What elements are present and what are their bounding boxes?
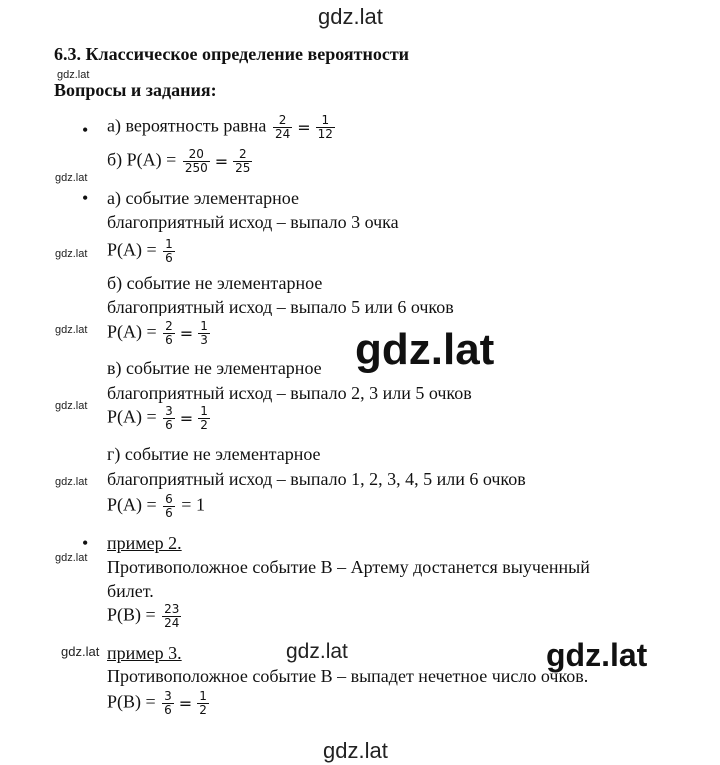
watermark-side: gdz.lat xyxy=(57,69,90,81)
equals-sign: = xyxy=(297,118,311,137)
watermark-top: gdz.lat xyxy=(318,4,383,29)
bullet: • xyxy=(82,533,89,553)
section-title: 6.3. Классическое определение вероятности xyxy=(54,44,410,64)
watermark-side: gdz.lat xyxy=(55,400,88,412)
q2-b-prob: P(A) = $\frac{2}{6}$ = $\frac{1}{3}$ xyxy=(107,319,208,347)
fraction: $\frac{6}{6}$ xyxy=(165,492,173,520)
q2-a-prob: P(A) = $\frac{1}{6}$ xyxy=(107,237,173,265)
fraction: $\frac{2}{25}$ xyxy=(235,147,251,175)
fraction: $\frac{23}{24}$ xyxy=(164,602,180,630)
example-2-label: пример 2. xyxy=(107,533,182,553)
q1-b-text: б) P(A) = xyxy=(107,149,177,170)
watermark-mid: gdz.lat xyxy=(286,640,348,663)
watermark-side: gdz.lat xyxy=(55,172,88,184)
section-subtitle: Вопросы и задания: xyxy=(54,80,217,100)
watermark-side: gdz.lat xyxy=(55,324,88,336)
q1-b-line xyxy=(107,148,254,175)
bullet: • xyxy=(82,120,89,140)
q1-a-text: а) вероятность равна xyxy=(107,115,267,136)
fraction: $\frac{2}{24}$ xyxy=(274,113,291,141)
q2-a-text: а) событие элементарное xyxy=(107,188,300,208)
q2-c-outcome: благоприятный исход – выпало 2, 3 или 5 очков xyxy=(107,383,472,403)
q2-a-outcome: благоприятный исход – выпало 3 очка xyxy=(107,212,399,232)
example-2-text-cont: билет. xyxy=(107,581,154,601)
bullet: • xyxy=(82,188,89,208)
q2-b-outcome: благоприятный исход – выпало 5 или 6 очков xyxy=(107,297,454,316)
q1-a-line xyxy=(107,114,337,141)
watermark-side: gdz.lat xyxy=(55,248,88,260)
q2-c-prob: P(A) = $\frac{3}{6}$ = $\frac{1}{2}$ xyxy=(107,404,208,432)
fraction: $\frac{3}{6}$ xyxy=(165,404,173,432)
q2-b-text: б) событие не элементарное xyxy=(107,273,323,293)
watermark-right: gdz.lat xyxy=(546,637,648,673)
example-3-text: Противоположное событие B – выпадет нечетное число очков. xyxy=(107,666,589,686)
q2-d-outcome: благоприятный исход – выпало 1, 2, 3, 4, 5 или 6 очков xyxy=(107,469,526,489)
watermark-center: gdz.lat xyxy=(355,325,495,374)
equals-sign: = xyxy=(214,152,229,171)
example-3-label: пример 3. xyxy=(107,643,182,663)
watermark-bottom: gdz.lat xyxy=(323,738,388,763)
q2-d-prob: P(A) = $\frac{6}{6}$ = 1 xyxy=(107,492,205,520)
q2-c-text: в) событие не элементарное xyxy=(107,358,322,378)
watermark-side: gdz.lat xyxy=(55,476,88,488)
watermark-side: gdz.lat xyxy=(55,552,88,564)
fraction: $\frac{1}{2}$ xyxy=(199,689,207,717)
fraction: $\frac{1}{12}$ xyxy=(317,113,333,141)
example-2-prob: P(B) = $\frac{23}{24}$ xyxy=(107,602,180,630)
example-2-text: Противоположное событие B – Артему достанется выученный xyxy=(107,557,590,577)
watermark-side: gdz.lat xyxy=(61,644,100,659)
fraction: $\frac{2}{6}$ xyxy=(165,319,173,347)
fraction: $\frac{1}{3}$ xyxy=(200,319,208,347)
fraction: $\frac{20}{250}$ xyxy=(184,147,208,175)
example-3-prob: P(B) = $\frac{3}{6}$ = $\frac{1}{2}$ xyxy=(107,689,207,717)
q2-d-text: г) событие не элементарное xyxy=(107,444,321,464)
fraction: $\frac{1}{2}$ xyxy=(200,404,208,432)
fraction: $\frac{3}{6}$ xyxy=(164,689,172,717)
fraction: $\frac{1}{6}$ xyxy=(165,237,173,265)
